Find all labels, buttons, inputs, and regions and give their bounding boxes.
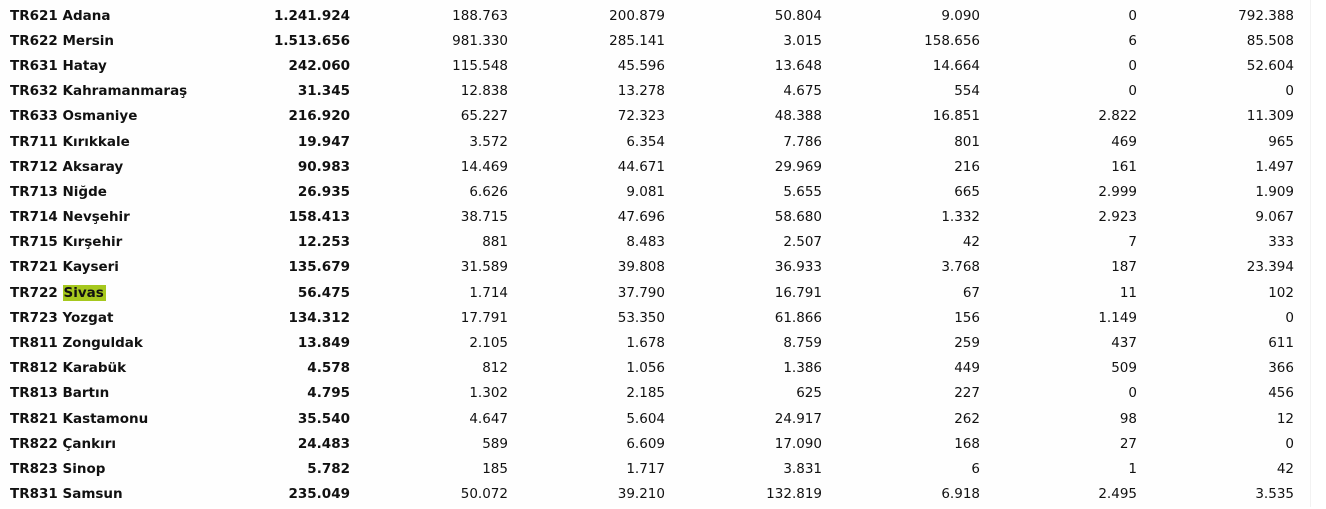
value-cell-v3: 48.388 xyxy=(774,108,822,125)
value-cell-v2: 2.185 xyxy=(626,385,665,402)
region-code: TR714 xyxy=(10,209,58,226)
value-cell-v4: 259 xyxy=(954,335,980,352)
region-code: TR821 xyxy=(10,410,58,427)
total-value-cell: 13.849 xyxy=(297,335,350,352)
region-code: TR721 xyxy=(10,259,58,276)
value-cell-v4: 14.664 xyxy=(932,57,980,74)
value-cell-v1: 4.647 xyxy=(469,410,508,427)
value-cell-v6: 11.309 xyxy=(1246,108,1294,125)
value-cell-v2: 45.596 xyxy=(617,57,665,74)
value-cell-v2: 39.210 xyxy=(617,486,665,503)
total-value-cell: 4.795 xyxy=(307,385,350,402)
value-cell-v5: 437 xyxy=(1111,335,1137,352)
region-code: TR621 xyxy=(10,7,58,24)
total-value-cell: 35.540 xyxy=(297,410,350,427)
total-value-cell: 216.920 xyxy=(288,108,350,125)
value-cell-v6: 42 xyxy=(1276,460,1294,477)
value-cell-v5: 2.999 xyxy=(1098,183,1137,200)
value-cell-v4: 42 xyxy=(962,234,980,251)
value-cell-v1: 38.715 xyxy=(460,209,508,226)
value-cell-v6: 85.508 xyxy=(1246,32,1294,49)
value-cell-v4: 9.090 xyxy=(941,7,980,24)
region-code: TR813 xyxy=(10,385,58,402)
value-cell-v3: 2.507 xyxy=(783,234,822,251)
total-value-cell: 90.983 xyxy=(297,158,350,175)
value-cell-v6: 52.604 xyxy=(1246,57,1294,74)
region-name-cell xyxy=(0,233,180,251)
value-cell-v5: 161 xyxy=(1111,158,1137,175)
value-cell-v4: 3.768 xyxy=(941,259,980,276)
value-cell-v4: 262 xyxy=(954,410,980,427)
table-row xyxy=(0,330,1310,355)
region-code: TR711 xyxy=(10,133,58,150)
value-cell-v3: 7.786 xyxy=(783,133,822,150)
value-cell-v2: 44.671 xyxy=(617,158,665,175)
table-row xyxy=(0,129,1310,154)
value-cell-v3: 29.969 xyxy=(774,158,822,175)
region-code: TR715 xyxy=(10,234,58,251)
region-code: TR633 xyxy=(10,108,58,125)
region-code: TR622 xyxy=(10,32,58,49)
region-name: Bartın xyxy=(62,385,110,402)
value-cell-v6: 456 xyxy=(1268,385,1294,402)
table-row xyxy=(0,381,1310,406)
value-cell-v4: 156 xyxy=(954,309,980,326)
region-name-cell xyxy=(0,32,180,50)
value-cell-v2: 37.790 xyxy=(617,284,665,301)
value-cell-v5: 98 xyxy=(1119,410,1137,427)
value-cell-v1: 881 xyxy=(482,234,508,251)
value-cell-v2: 39.808 xyxy=(617,259,665,276)
total-value-cell: 12.253 xyxy=(297,234,350,251)
table-row xyxy=(0,280,1310,305)
value-cell-v6: 333 xyxy=(1268,234,1294,251)
total-value-cell: 26.935 xyxy=(297,183,350,200)
value-cell-v1: 17.791 xyxy=(460,309,508,326)
region-code: TR811 xyxy=(10,335,58,352)
region-name-cell xyxy=(0,334,180,352)
region-code: TR631 xyxy=(10,57,58,74)
value-cell-v1: 65.227 xyxy=(460,108,508,125)
value-cell-v3: 17.090 xyxy=(774,435,822,452)
region-name: Yozgat xyxy=(62,309,114,326)
region-name: Kastamonu xyxy=(62,410,149,427)
region-name: Aksaray xyxy=(62,158,124,175)
region-name: Nevşehir xyxy=(62,209,130,226)
value-cell-v2: 5.604 xyxy=(626,410,665,427)
value-cell-v5: 187 xyxy=(1111,259,1137,276)
value-cell-v1: 6.626 xyxy=(469,183,508,200)
total-value-cell: 24.483 xyxy=(297,435,350,452)
value-cell-v2: 13.278 xyxy=(617,83,665,100)
value-cell-v5: 0 xyxy=(1128,57,1137,74)
region-name-cell xyxy=(0,309,180,327)
total-value-cell: 135.679 xyxy=(288,259,350,276)
value-cell-v3: 3.015 xyxy=(783,32,822,49)
value-cell-v3: 61.866 xyxy=(774,309,822,326)
value-cell-v1: 188.763 xyxy=(452,7,508,24)
value-cell-v3: 13.648 xyxy=(774,57,822,74)
region-name-cell xyxy=(0,183,180,201)
value-cell-v1: 2.105 xyxy=(469,335,508,352)
value-cell-v6: 1.497 xyxy=(1255,158,1294,175)
value-cell-v3: 1.386 xyxy=(783,360,822,377)
value-cell-v5: 509 xyxy=(1111,360,1137,377)
value-cell-v1: 1.302 xyxy=(469,385,508,402)
value-cell-v5: 7 xyxy=(1128,234,1137,251)
region-name: Kırşehir xyxy=(62,234,123,251)
total-value-cell: 5.782 xyxy=(307,460,350,477)
total-value-cell: 4.578 xyxy=(307,360,350,377)
region-name: Çankırı xyxy=(62,435,117,452)
region-code: TR822 xyxy=(10,435,58,452)
value-cell-v4: 67 xyxy=(962,284,980,301)
region-code: TR831 xyxy=(10,486,58,503)
value-cell-v6: 102 xyxy=(1268,284,1294,301)
value-cell-v5: 0 xyxy=(1128,7,1137,24)
value-cell-v2: 1.717 xyxy=(626,460,665,477)
value-cell-v5: 2.822 xyxy=(1098,108,1137,125)
value-cell-v1: 3.572 xyxy=(469,133,508,150)
value-cell-v2: 200.879 xyxy=(609,7,665,24)
region-code: TR823 xyxy=(10,460,58,477)
table-row xyxy=(0,28,1310,53)
value-cell-v3: 8.759 xyxy=(783,335,822,352)
total-value-cell: 158.413 xyxy=(288,209,350,226)
total-value-cell: 31.345 xyxy=(297,83,350,100)
region-code: TR713 xyxy=(10,183,58,200)
value-cell-v6: 9.067 xyxy=(1255,209,1294,226)
region-name-cell xyxy=(0,258,180,276)
value-cell-v2: 6.609 xyxy=(626,435,665,452)
region-name-cell xyxy=(0,82,188,100)
region-name: Zonguldak xyxy=(62,335,143,352)
value-cell-v2: 9.081 xyxy=(626,183,665,200)
table-row xyxy=(0,482,1310,507)
value-cell-v4: 227 xyxy=(954,385,980,402)
table-row xyxy=(0,179,1310,204)
region-name-cell xyxy=(0,460,180,478)
value-cell-v6: 965 xyxy=(1268,133,1294,150)
value-cell-v5: 6 xyxy=(1128,32,1137,49)
value-cell-v2: 47.696 xyxy=(617,209,665,226)
region-name-cell xyxy=(0,485,180,503)
region-name: Kayseri xyxy=(62,259,119,276)
value-cell-v3: 4.675 xyxy=(783,83,822,100)
region-name-cell xyxy=(0,410,180,428)
region-name: Mersin xyxy=(62,32,115,49)
table-row xyxy=(0,305,1310,330)
table-row xyxy=(0,255,1310,280)
value-cell-v2: 53.350 xyxy=(617,309,665,326)
value-cell-v4: 158.656 xyxy=(924,32,980,49)
value-cell-v4: 168 xyxy=(954,435,980,452)
table-row xyxy=(0,406,1310,431)
value-cell-v6: 611 xyxy=(1268,335,1294,352)
value-cell-v2: 1.678 xyxy=(626,335,665,352)
value-cell-v6: 23.394 xyxy=(1246,259,1294,276)
value-cell-v5: 1.149 xyxy=(1098,309,1137,326)
value-cell-v5: 2.923 xyxy=(1098,209,1137,226)
region-code: TR723 xyxy=(10,309,58,326)
region-code: TR812 xyxy=(10,360,58,377)
value-cell-v4: 216 xyxy=(954,158,980,175)
value-cell-v1: 981.330 xyxy=(452,32,508,49)
value-cell-v5: 27 xyxy=(1119,435,1137,452)
table-body xyxy=(0,3,1310,507)
value-cell-v1: 12.838 xyxy=(460,83,508,100)
value-cell-v4: 449 xyxy=(954,360,980,377)
table-row xyxy=(0,53,1310,78)
total-value-cell: 1.513.656 xyxy=(273,32,350,49)
region-code: TR722 xyxy=(10,284,58,301)
value-cell-v6: 0 xyxy=(1285,435,1294,452)
region-name-cell xyxy=(0,7,180,25)
total-value-cell: 56.475 xyxy=(297,284,350,301)
region-name: Sinop xyxy=(62,460,106,477)
total-value-cell: 242.060 xyxy=(288,57,350,74)
region-name-cell xyxy=(0,133,180,151)
value-cell-v5: 0 xyxy=(1128,83,1137,100)
total-value-cell: 1.241.924 xyxy=(273,7,350,24)
total-value-cell: 235.049 xyxy=(288,486,350,503)
table-row xyxy=(0,205,1310,230)
region-name-cell xyxy=(0,284,180,302)
value-cell-v4: 554 xyxy=(954,83,980,100)
region-name-cell xyxy=(0,359,180,377)
region-name-cell xyxy=(0,208,180,226)
value-cell-v2: 6.354 xyxy=(626,133,665,150)
value-cell-v6: 0 xyxy=(1285,83,1294,100)
value-cell-v6: 0 xyxy=(1285,309,1294,326)
value-cell-v3: 16.791 xyxy=(774,284,822,301)
region-name-cell xyxy=(0,107,180,125)
value-cell-v6: 3.535 xyxy=(1255,486,1294,503)
region-name: Hatay xyxy=(62,57,107,74)
total-value-cell: 134.312 xyxy=(288,309,350,326)
value-cell-v6: 12 xyxy=(1276,410,1294,427)
value-cell-v2: 285.141 xyxy=(609,32,665,49)
value-cell-v4: 1.332 xyxy=(941,209,980,226)
region-name-cell xyxy=(0,57,180,75)
value-cell-v3: 625 xyxy=(796,385,822,402)
value-cell-v4: 665 xyxy=(954,183,980,200)
total-value-cell: 19.947 xyxy=(297,133,350,150)
value-cell-v3: 5.655 xyxy=(783,183,822,200)
region-name: Kahramanmaraş xyxy=(62,83,188,100)
value-cell-v1: 589 xyxy=(482,435,508,452)
value-cell-v3: 3.831 xyxy=(783,460,822,477)
value-cell-v5: 1 xyxy=(1128,460,1137,477)
region-name-cell xyxy=(0,158,180,176)
value-cell-v1: 14.469 xyxy=(460,158,508,175)
region-name-highlighted: Sivas xyxy=(63,284,104,301)
value-cell-v2: 1.056 xyxy=(626,360,665,377)
value-cell-v2: 8.483 xyxy=(626,234,665,251)
value-cell-v1: 1.714 xyxy=(469,284,508,301)
region-code: TR632 xyxy=(10,83,58,100)
value-cell-v3: 36.933 xyxy=(774,259,822,276)
value-cell-v4: 6.918 xyxy=(941,486,980,503)
value-cell-v4: 6 xyxy=(971,460,980,477)
value-cell-v3: 58.680 xyxy=(774,209,822,226)
region-name: Niğde xyxy=(62,183,107,200)
value-cell-v2: 72.323 xyxy=(617,108,665,125)
value-cell-v1: 115.548 xyxy=(452,57,508,74)
value-cell-v5: 469 xyxy=(1111,133,1137,150)
value-cell-v1: 185 xyxy=(482,460,508,477)
table-row xyxy=(0,456,1310,481)
value-cell-v3: 132.819 xyxy=(766,486,822,503)
region-name: Karabük xyxy=(62,360,127,377)
value-cell-v6: 792.388 xyxy=(1238,7,1294,24)
value-cell-v1: 31.589 xyxy=(460,259,508,276)
value-cell-v4: 801 xyxy=(954,133,980,150)
value-cell-v1: 50.072 xyxy=(460,486,508,503)
table-row xyxy=(0,79,1310,104)
value-cell-v5: 11 xyxy=(1119,284,1137,301)
value-cell-v3: 50.804 xyxy=(774,7,822,24)
value-cell-v1: 812 xyxy=(482,360,508,377)
region-name: Adana xyxy=(62,7,111,24)
value-cell-v3: 24.917 xyxy=(774,410,822,427)
table-row xyxy=(0,3,1310,28)
table-row xyxy=(0,431,1310,456)
table-row xyxy=(0,154,1310,179)
region-name: Samsun xyxy=(62,486,123,503)
region-code: TR712 xyxy=(10,158,58,175)
table-row xyxy=(0,356,1310,381)
value-cell-v5: 2.495 xyxy=(1098,486,1137,503)
region-name-cell xyxy=(0,384,180,402)
region-name-cell xyxy=(0,435,180,453)
value-cell-v6: 366 xyxy=(1268,360,1294,377)
region-name: Osmaniye xyxy=(62,108,138,125)
value-cell-v5: 0 xyxy=(1128,385,1137,402)
table-row xyxy=(0,104,1310,129)
table-row xyxy=(0,230,1310,255)
value-cell-v4: 16.851 xyxy=(932,108,980,125)
region-name: Kırıkkale xyxy=(62,133,130,150)
value-cell-v6: 1.909 xyxy=(1255,183,1294,200)
